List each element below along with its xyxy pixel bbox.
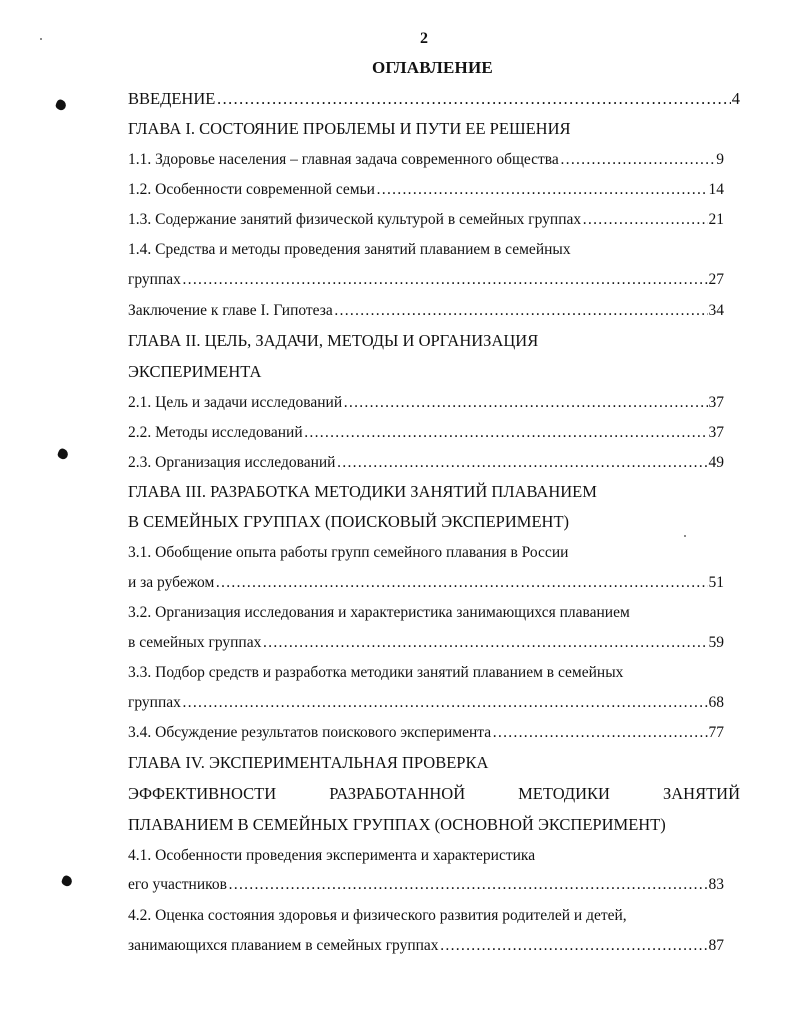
toc-entry-1-3: 1.3. Содержание занятий физической культурой в семейных группах ………………………………………………………………………………………………………………………………………… 21 bbox=[128, 210, 724, 230]
toc-entry-3-2-cont: в семейных группах ………………………………………………………………………………………………………………………………………… 59 bbox=[128, 633, 724, 653]
toc-title: ОГЛАВЛЕНИЕ bbox=[372, 58, 493, 77]
page-number: 2 bbox=[420, 30, 428, 47]
toc-entry-3-2: 3.2. Организация исследования и характеристика занимающихся плаванием bbox=[128, 604, 630, 621]
toc-entry-2-2: 2.2. Методы исследований ………………………………………………………………………………………………………………………………………… 37 bbox=[128, 423, 724, 443]
toc-chapter-2-heading: ГЛАВА II. ЦЕЛЬ, ЗАДАЧИ, МЕТОДЫ И ОРГАНИЗАЦИЯ bbox=[128, 331, 539, 350]
toc-chapter-3-heading: ГЛАВА III. РАЗРАБОТКА МЕТОДИКИ ЗАНЯТИЙ ПЛАВАНИЕМ bbox=[128, 482, 597, 501]
toc-chapter-2-heading-cont: ЭКСПЕРИМЕНТА bbox=[128, 362, 262, 381]
toc-entry-4-2: 4.2. Оценка состояния здоровья и физического развития родителей и детей, bbox=[128, 907, 627, 924]
toc-entry-3-1: 3.1. Обобщение опыта работы групп семейного плавания в России bbox=[128, 544, 569, 561]
toc-entry-3-3-cont: группах ………………………………………………………………………………………………………………………………………… 68 bbox=[128, 693, 724, 713]
toc-chapter-3-heading-cont: В СЕМЕЙНЫХ ГРУППАХ (ПОИСКОВЫЙ ЭКСПЕРИМЕНТ) bbox=[128, 512, 570, 531]
toc-entry-4-1-cont: его участников ………………………………………………………………………………………………………………………………………… 83 bbox=[128, 875, 724, 895]
toc-chapter-4-heading-cont2: ПЛАВАНИЕМ В СЕМЕЙНЫХ ГРУППАХ (ОСНОВНОЙ ЭКСПЕРИМЕНТ) bbox=[128, 815, 666, 834]
toc-entry-1-4-cont: группах ………………………………………………………………………………………………………………………………………… 27 bbox=[128, 270, 724, 290]
toc-entry-introduction: ВВЕДЕНИЕ ………………………………………………………………………………………………………………………………………… 4 bbox=[128, 89, 740, 109]
toc-entry-1-4: 1.4. Средства и методы проведения занятий плаванием в семейных bbox=[128, 241, 571, 258]
toc-entry-1-1: 1.1. Здоровье населения – главная задача современного общества ………………………………………………………………………………………………………………………………………… 9 bbox=[128, 150, 724, 170]
toc-entry-3-4: 3.4. Обсуждение результатов поискового эксперимента ………………………………………………………………………………………………………………………………………… 77 bbox=[128, 723, 724, 743]
toc-chapter-4-heading: ГЛАВА IV. ЭКСПЕРИМЕНТАЛЬНАЯ ПРОВЕРКА bbox=[128, 753, 489, 772]
toc-entry-3-1-cont: и за рубежом ………………………………………………………………………………………………………………………………………… 51 bbox=[128, 573, 724, 593]
toc-entry-4-2-cont: занимающихся плаванием в семейных группах ………………………………………………………………………………………………………………………………………… 87 bbox=[128, 936, 724, 956]
scan-mark bbox=[54, 98, 67, 111]
toc-entry-conclusion-1: Заключение к главе I. Гипотеза ………………………………………………………………………………………………………………………………………… 34 bbox=[128, 301, 724, 321]
toc-entry-2-3: 2.3. Организация исследований ………………………………………………………………………………………………………………………………………… 49 bbox=[128, 453, 724, 473]
toc-entry-1-2: 1.2. Особенности современной семьи ………………………………………………………………………………………………………………………………………… 14 bbox=[128, 180, 724, 200]
toc-chapter-4-heading-cont: ЭФФЕКТИВНОСТИ РАЗРАБОТАННОЙ МЕТОДИКИ ЗАНЯТИЙ bbox=[128, 784, 740, 803]
toc-entry-4-1: 4.1. Особенности проведения эксперимента и характеристика bbox=[128, 847, 536, 864]
scan-speck bbox=[684, 535, 686, 537]
scan-mark bbox=[60, 874, 73, 887]
toc-chapter-1-heading: ГЛАВА I. СОСТОЯНИЕ ПРОБЛЕМЫ И ПУТИ ЕЕ РЕШЕНИЯ bbox=[128, 119, 571, 138]
toc-entry-3-3: 3.3. Подбор средств и разработка методики занятий плаванием в семейных bbox=[128, 664, 624, 681]
toc-entry-2-1: 2.1. Цель и задачи исследований ………………………………………………………………………………………………………………………………………… 37 bbox=[128, 393, 724, 413]
scan-mark bbox=[56, 447, 69, 460]
scan-speck bbox=[40, 38, 42, 40]
